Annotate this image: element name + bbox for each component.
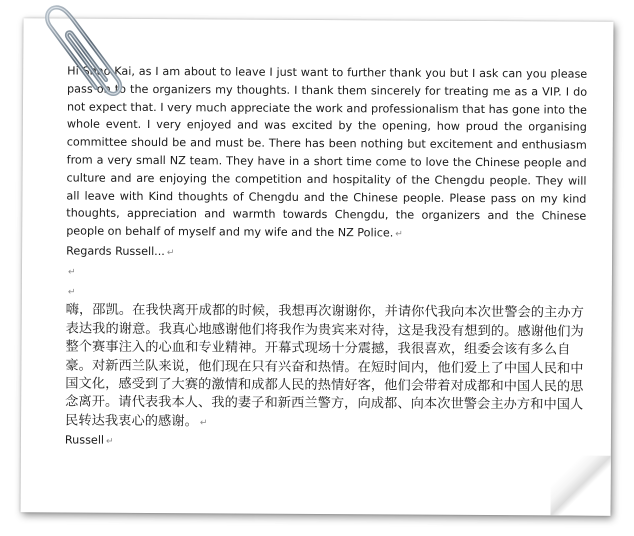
english-paragraph-text: Hi Shao Kai, as I am about to leave I just want to further thank you but I ask can you please pass on to the organizers my thoughts. I thank them sincerely for treating me as a VIP. I do not expect that. I very much appreciate the work and professionalism that has gone into the whole event. I very enjoyed and was excited by the opening, how proud the organising committee should be and must be. There has been nothing but excitement and enthusiasm from a very small NZ team. They have in a short time come to love the Chinese people and culture and are enjoying the competition and hospitality of the Chengdu people. They will all leave with Kind thoughts of Chengdu and the Chinese people. Please pass on my kind thoughts, appreciation and warmth towards Chengdu, the organizers and the Chinese people on behalf of myself and my wife and the NZ Police. <box>66 64 588 240</box>
english-paragraph <box>66 62 587 245</box>
page-curl <box>550 455 610 515</box>
chinese-signoff: Russell <box>64 433 105 447</box>
paragraph-mark: ↵ <box>395 229 403 240</box>
english-signoff: Regards Russell... <box>66 244 165 259</box>
chinese-paragraph <box>65 302 586 435</box>
chinese-signoff-line <box>65 432 585 455</box>
paragraph-mark: ↵ <box>67 267 76 278</box>
paragraph-mark: ↵ <box>166 248 175 259</box>
paper-page <box>20 18 613 516</box>
paragraph-mark: ↵ <box>106 436 114 447</box>
chinese-paragraph-text: 嗨，邵凯。在我快离开成都的时候，我想再次谢谢你，并请你代我向本次世警会的主办方表达我的谢意。我真心地感谢他们将我作为贵宾来对待，这是我没有想到的。感谢他们为整个赛事注入的心血和专业精神。开幕式现场十分震撼，我很喜欢，组委会该有多么自豪。对新西兰队来说，他们现在只有兴奋和热情。在短时间内，他们爱上了中国人民和中国文化，感受到了大赛的激情和成都人民的热情好客，他们会带着对成都和中国人民的思念离开。请代表我本人、我的妻子和新西兰警方，向成都、向本次世警会主办方和中国人民转达我衷心的感谢。 <box>65 302 584 430</box>
paragraph-mark: ↵ <box>199 418 208 429</box>
english-signoff-line <box>66 242 586 265</box>
letter-body <box>65 62 587 454</box>
paragraph-mark: ↵ <box>67 287 76 298</box>
